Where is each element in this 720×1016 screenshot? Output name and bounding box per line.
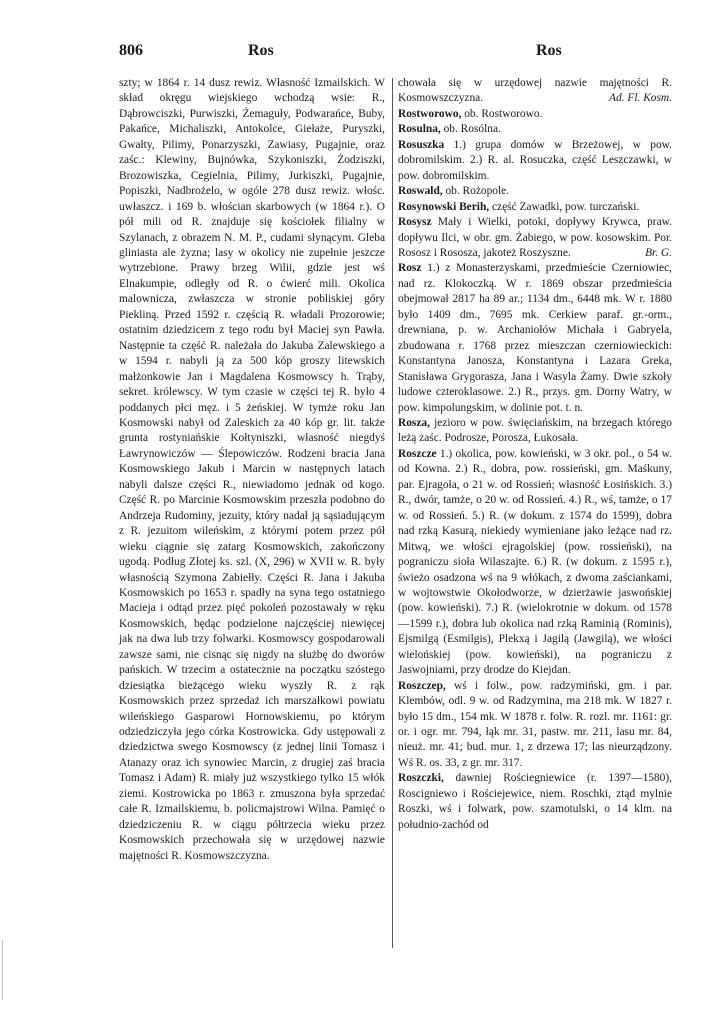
dictionary-entry [398,138,672,184]
entry-text: Mały i Wielki, potoki, dopływy Krywca, praw. dopływu Ilci, w obr. gm. Żabiego, w pow. kosowskim. Por. Rososz i Rososza, jakoteż Roszyszne. [398,216,672,259]
left-column [119,76,385,864]
page-header [119,42,671,64]
dictionary-entry [398,416,672,447]
dictionary-entry [398,679,672,772]
entry-text: jezioro w pow. święciańskim, na brzegach którego leżą zaśc. Podrosze, Porosza, Łukosała. [398,416,672,445]
entry-headword: Rosynowski Berih, [398,200,490,213]
entry-text: 1.) okolica, pow. kowieński, w 3 okr. pol., o 54 w. od Kowna. 2.) R., dobra, pow. rossieński, gm. Maśkuny, par. Ejragoła, o 21 w. od Rossień; własność Łosińskich. 3.) R., dwór, tamże, o 20 w. od Rossień. 4.) R., wś, tamże, o 17 w. od Rossień. 5.) R. (w dokum. z 1574 do 1599), dobra nad rzką Kasurą, niekiedy wymieniane jako leżące nad rz. Mitwą, we włości ejragolskiej (pow. rossieński), na pograniczu sioła Wilaszajte. 6.) R. (w dokum. z 1595 r.), świeżo osadzona wś na 9 włókach, z dwoma zaściankami, w wojtowstwie Okołodworze, w dzierżawie jaswońskiej (pow. kowieński). 7.) R. (wielokrotnie w dokum. od 1578—1599 r.), dobra lub okolica nad rzką Raminią (Rominis), Ejsmilgą (Esmilgis), Plekxą i Jagilą (Jawgilą), we włości wielońskiej (pow. kowieński), na pograniczu z Jaswojniami, przy drodze do Kiejdan. [398,447,672,677]
entry-headword: Roszczep, [398,679,446,692]
entry-headword: Roszczki, [398,772,444,785]
dictionary-entry [398,261,672,416]
entry-text: 1.) z Monasterzyskami, przedmieście Czerniowiec, nad rz. Klokoczką. W r. 1869 obszar przedmieścia obejmował 2817 ha 89 ar.; 1134 dm., 6448 mk. W r. 1880 było 1409 dm., 7695 mk. Cerkiew paraf. gr.-orm., drewniana, p. w. Archaniołów Michała i Gabryela, zbudowana r. 1768 przez mieszczan czerniowieckich: Konstantyna Janosza, Konstantyna i Lazara Greka, Stanisława Grygorasza, Jana i Wasyla Żamy. Dwie szkoły ludowe czteroklasowe. 2.) R., przys. gm. Dorny Watry, w pow. kimpolungskim, w dolinie pot. t. n. [398,262,672,414]
entry-text: 1.) grupa domów w Brzeżowej, w pow. dobromilskim. 2.) R. al. Rosuczka, część Leszczawki, w pow. dobromilskim. [398,138,672,182]
entry-text: dawniej Rościegniewice (r. 1397—1580), Roscigniewo i Rościejewice, niem. Roschki, ztąd mylnie Roszki, wś i folwark, pow. szamotulski, o 14 klm. na południo-zachód od [398,772,672,831]
entry-text: chowała się w urzędowej nazwie majętności R. Kosmowszczyzna. [398,77,672,105]
entry-headword: Rosz [398,262,422,275]
dictionary-entry [398,200,672,215]
entry-headword: Roswald, [398,185,443,198]
entry-text: wś i folw., pow. radzymiński, gm. i par. Klembów, odl. 9 w. od Radzymina, ma 218 mk. W 1827 r. było 15 dm., 154 mk. W 1878 r. folw. R. rozl. mr. 1161: gr. or. i ogr. mr. 794, łąk mr. 31, pastw. mr. 211, lasu mr. 84, nieuż. mr. 41; bud. mur. 1, z drzewa 17; las nieurządzony. Wś R. os. 33, z gr. mr. 317. [398,679,672,769]
dictionary-entry [398,447,672,679]
column-divider [392,78,393,948]
entry-text: ob. Rosólna. [440,123,501,136]
page-edge-mark [2,940,21,1000]
entry-headword: Rosuszka [398,138,445,151]
left-column-text: szty; w 1864 r. 14 dusz rewiz. Własność Izmailskich. W skład okręgu wiejskiego wchodzą wsie: R., Dąbrowciszki, Purwiszki, Żemaguły, Podwarańce, Buby, Pakańce, Michaliszki, Antokolce, Giełaże, Puryszki, Gwałty, Pilimy, Ponarzyszki, Zawiasy, Pugajnie, oraz zaśc.: Klewiny, Bujnówka, Szykoniszki, Żodziszki, Brozowiszka, Cegielnia, Pilimy, Jurkiszki, Pugajnie, Popiszki, Nadbrożelo, w ogóle 278 dusz rewiz. włośc. uwłaszcz. i 169 b. włościan skarbowych (w 1864 r.). O pół mili od R. znajduje się kościołek filialny w Szylanach, z obrazem N. M. P., cudami słynącym. Gleba gliniasta ale żyzna; lasy w okolicy nie zupełnie jeszcze wytrzebione. Prawy brzeg Wilii, gdzie jest wś Elnakumpie, odległy od R. o ćwierć mili. Okolica malownicza, zwłaszcza w stronie pobliskiej góry Piekliną. Przed 1592 r. częścią R. władali Prozorowie; ostatnim dziedzicem z tego rodu był Maciej syn Pawła. Następnie ta część R. należała do Jakuba Zalewskiego a w 1594 r. nabyli ją za 500 kóp groszy litewskich małżonkowie Jan i Magdalena Kosmowscy h. Trąby, sekret. królewscy. W tym czasie w części tej R. było 4 poddanych płci męz. i 5 żeńskiej. W tymże roku Jan Kosmowski nabył od Zaleskich za 40 kóp gr. lit. także grunta rostyniańskie Kołtyniszki, własność niegdyś Ławrynowiczów — Ślepowiczów. Rodzeni bracia Jana Kosmowskiego Jakub i Marcin w następnych latach nabyli dalsze części R., niewiadomo jednak od kogo. Część R. po Marcinie Kosmowskim przeszła podobno do Andrzeja Rudominy, jezuity, który nadał ją sąsiadującym z R. jezuitom wileńskim, z którymi potem przez pół wieku ciągnie się zatarg Kosmowskich, zakończony ugodą. Podług Złotej ks. szl. (X, 296) w XVII w. R. były własnością Szymona Zabiełły. Części R. Jana i Jakuba Kosmowskich po 1653 r. spadły na syna tego ostatniego Macieja i odtąd przez pięć pokoleń pozostawały w ręku Kosmowskich, będąc podzielone najczęściej niewięcej jak na dwa lub trzy folwarki. Kosmowscy gospodarowali zawsze sami, nie cisnąc się nigdy na służbę do dworów pańskich. W trzecim a ostatecznie na początku szóstego dziesiątka bieżącego wieku wyszły R. z rąk Kosmowskich przez sprzedaż ich marszałkowi powiatu wileńskiego Gasparowi Hornowskiemu, po którym odziedziczyła jego córka Kostrowicka. Gdy ustępowali z dziedzictwa swego Kosmowscy (z jednej linii Tomasz i Atanazy oraz ich synowiec Marcin, z drugiej zaś bracia Tomasz i Adam) R. miały już wszystkiego tylko 15 włók ziemi. Kostrowicka po 1863 r. zmuszona była sprzedać całe R. Izmailskiemu, b. policmajstrowi Wilna. Pamięć o dziedziczeniu R. w ciągu półtrzecia wieku przez Kosmowskich przechowała się w urzędowej nazwie majętności R. Kosmowszczyzna. [119,77,385,862]
dictionary-entry [398,107,672,122]
entry-text: ob. Rostworowo. [461,107,543,120]
entry-text: część Zawadki, pow. turczański. [489,200,640,213]
dictionary-entry [398,215,672,261]
dictionary-entry [398,76,672,107]
page-number: 806 [119,42,143,59]
right-column [398,76,672,833]
entry-signature: Br. G. [645,246,672,259]
running-head-left: Ros [248,42,274,59]
running-head-right: Ros [536,42,562,59]
entry-headword: Rosulna, [398,123,441,136]
dictionary-entry [398,771,672,833]
entry-headword: Rosza, [398,416,430,429]
dictionary-entry [398,184,672,199]
entry-text: ob. Rożopole. [442,185,510,198]
entry-headword: Rosysz [398,216,432,229]
entry-headword: Rostworowo, [398,107,462,120]
dictionary-entry [398,122,672,137]
entry-signature: Ad. Fl. Kosm. [609,92,672,105]
entry-headword: Roszcze [398,447,437,460]
